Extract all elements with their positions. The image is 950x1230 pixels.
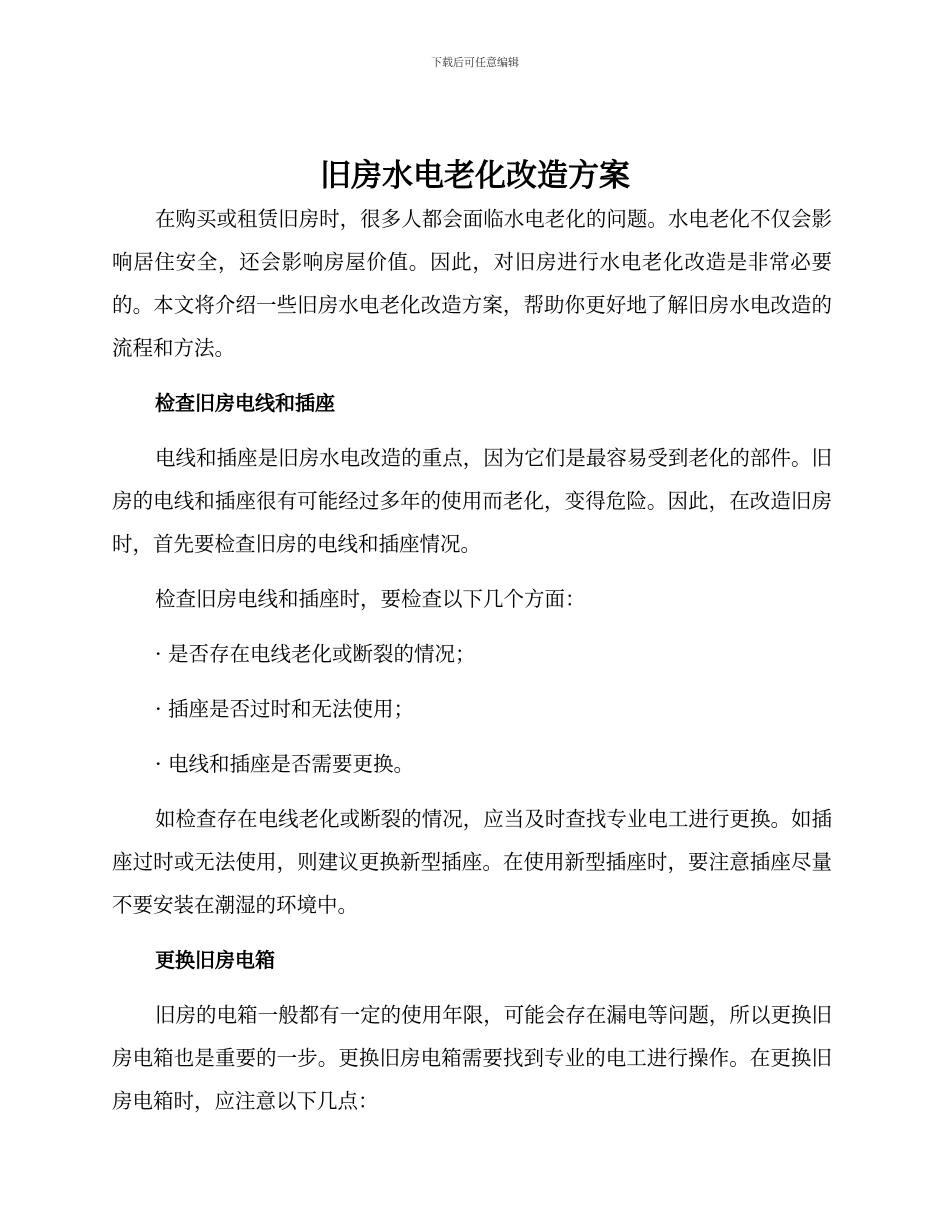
spacer xyxy=(112,982,832,994)
bullet-item: · 是否存在电线老化或断裂的情况； xyxy=(155,642,476,666)
intro-paragraph: 在购买或租赁旧房时，很多人都会面临水电老化的问题。水电老化不仅会影响居住安全，还会影响房屋价值。因此，对旧房进行水电老化改造是非常必要的。本文将介绍一些旧房水电老化改造方案，帮助你更好地了解旧房水电改造的流程和方法。 xyxy=(112,207,832,360)
spacer xyxy=(112,731,832,743)
spacer xyxy=(112,786,832,798)
bullet-item: · 电线和插座是否需要更换。 xyxy=(155,752,415,776)
spacer xyxy=(112,676,832,688)
section-heading-check-wiring: 检查旧房电线和插座 xyxy=(155,391,335,415)
section1-paragraph-1: 电线和插座是旧房水电改造的重点，因为它们是最容易受到老化的部件。旧房的电线和插座很有可能经过多年的使用而老化，变得危险。因此，在改造旧房时，首先要检查旧房的电线和插座情况。 xyxy=(112,446,832,556)
document-body xyxy=(112,198,832,1123)
spacer xyxy=(112,370,832,382)
bullet-item: · 插座是否过时和无法使用； xyxy=(155,697,415,721)
spacer xyxy=(112,425,832,437)
spacer xyxy=(112,566,832,578)
section1-paragraph-2: 检查旧房电线和插座时，要检查以下几个方面： xyxy=(155,587,586,611)
spacer xyxy=(112,621,832,633)
spacer xyxy=(112,927,832,939)
section-heading-replace-panel: 更换旧房电箱 xyxy=(155,948,275,972)
section2-paragraph-1: 旧房的电箱一般都有一定的使用年限，可能会存在漏电等问题，所以更换旧房电箱也是重要的一步。更换旧房电箱需要找到专业的电工进行操作。在更换旧房电箱时，应注意以下几点： xyxy=(112,1003,832,1113)
header-note: 下载后可任意编辑 xyxy=(431,56,519,69)
section1-paragraph-3: 如检查存在电线老化或断裂的情况，应当及时查找专业电工进行更换。如插座过时或无法使用，则建议更换新型插座。在使用新型插座时，要注意插座尽量不要安装在潮湿的环境中。 xyxy=(112,807,832,917)
document-title: 旧房水电老化改造方案 xyxy=(320,158,630,194)
